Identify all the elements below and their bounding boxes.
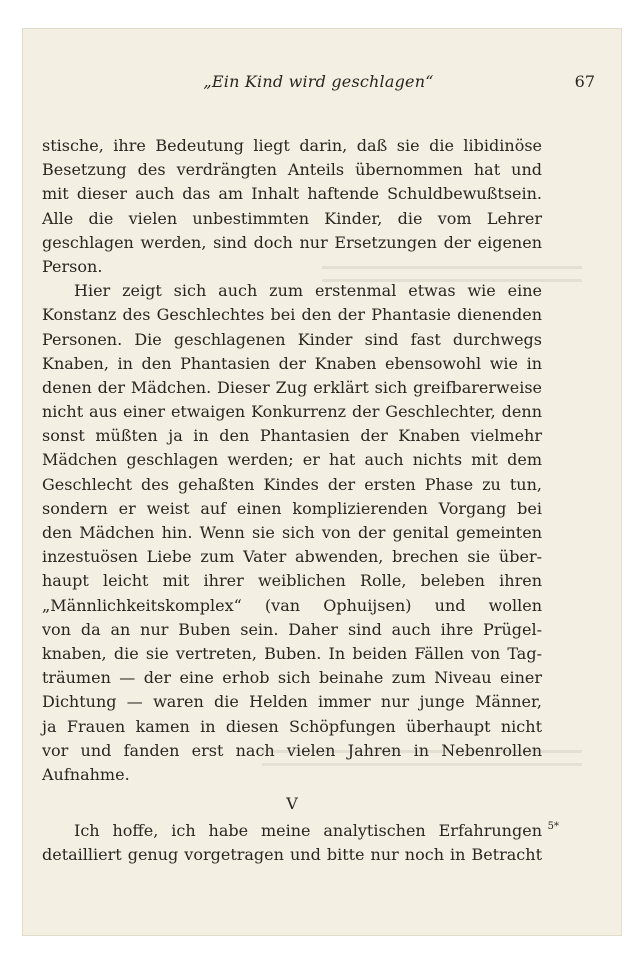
text-line: stische, ihre Bedeutung liegt darin, daß sie die libidinöse	[42, 136, 542, 155]
signature-mark: 5*	[547, 821, 559, 832]
text-line: Aufnahme.	[42, 764, 130, 784]
text-line: träumen — der eine erhob sich beinahe zum Niveau einer	[42, 668, 542, 688]
page-header	[42, 72, 595, 94]
running-title: „Ein Kind wird geschlagen“	[203, 72, 434, 91]
text-line: Besetzung des verdrängten Anteils übernommen hat und	[42, 160, 542, 180]
text-line: vor und fanden erst nach vielen Jahren in Nebenrollen	[42, 740, 542, 760]
page-number: 67	[574, 72, 595, 91]
text-line: knaben, die sie vertreten, Buben. In beiden Fällen von Tag-	[42, 643, 542, 663]
text-line: Ich hoffe, ich habe meine analytischen Erfahrungen	[74, 821, 542, 841]
text-line: den Mädchen hin. Wenn sie sich von der genital gemeinten	[42, 523, 542, 542]
text-line: ja Frauen kamen in diesen Schöpfungen überhaupt nicht	[42, 716, 542, 736]
text-line: Personen. Die geschlagenen Kinder sind fast durchwegs	[42, 329, 542, 349]
text-line: geschlagen werden, sind doch nur Ersetzungen der eigenen	[42, 232, 542, 252]
text-line: detailliert genug vorgetragen und bitte nur noch in Betracht	[42, 845, 542, 865]
text-line: Alle die vielen unbestimmten Kinder, die vom Lehrer	[42, 208, 542, 228]
text-line: „Männlichkeitskomplex“ (van Ophuijsen) und wollen	[42, 595, 542, 615]
text-line: Mädchen geschlagen werden; er hat auch nichts mit dem	[42, 450, 542, 470]
text-line: von da an nur Buben sein. Daher sind auch ihre Prügel-	[42, 619, 542, 639]
text-line: nicht aus einer etwaigen Konkurrenz der Geschlechter, denn	[42, 402, 542, 422]
text-line: Geschlecht des gehaßten Kindes der ersten Phase zu tun,	[42, 474, 542, 494]
body-text	[42, 134, 542, 867]
text-line: mit dieser auch das am Inhalt haftende Schuldbewußtsein.	[42, 184, 542, 204]
text-line: Konstanz des Geschlechtes bei den der Phantasie dienenden	[42, 305, 542, 325]
text-line: denen der Mädchen. Dieser Zug erklärt sich greifbarerweise	[42, 377, 542, 397]
text-line: Hier zeigt sich auch zum erstenmal etwas wie eine	[74, 281, 542, 301]
text-line: sondern er weist auf einen komplizierenden Vorgang bei	[42, 498, 542, 518]
text-line: inzestuösen Liebe zum Vater abwenden, brechen sie über-	[42, 547, 542, 567]
text-line: haupt leicht mit ihrer weiblichen Rolle, beleben ihren	[42, 571, 542, 591]
text-line: Knaben, in den Phantasien der Knaben ebensowohl wie in	[42, 353, 542, 373]
text-line: Dichtung — waren die Helden immer nur junge Männer,	[42, 692, 542, 712]
section-heading: V	[286, 794, 298, 814]
text-line: sonst müßten ja in den Phantasien der Knaben vielmehr	[42, 426, 542, 446]
text-line: Person.	[42, 256, 103, 276]
